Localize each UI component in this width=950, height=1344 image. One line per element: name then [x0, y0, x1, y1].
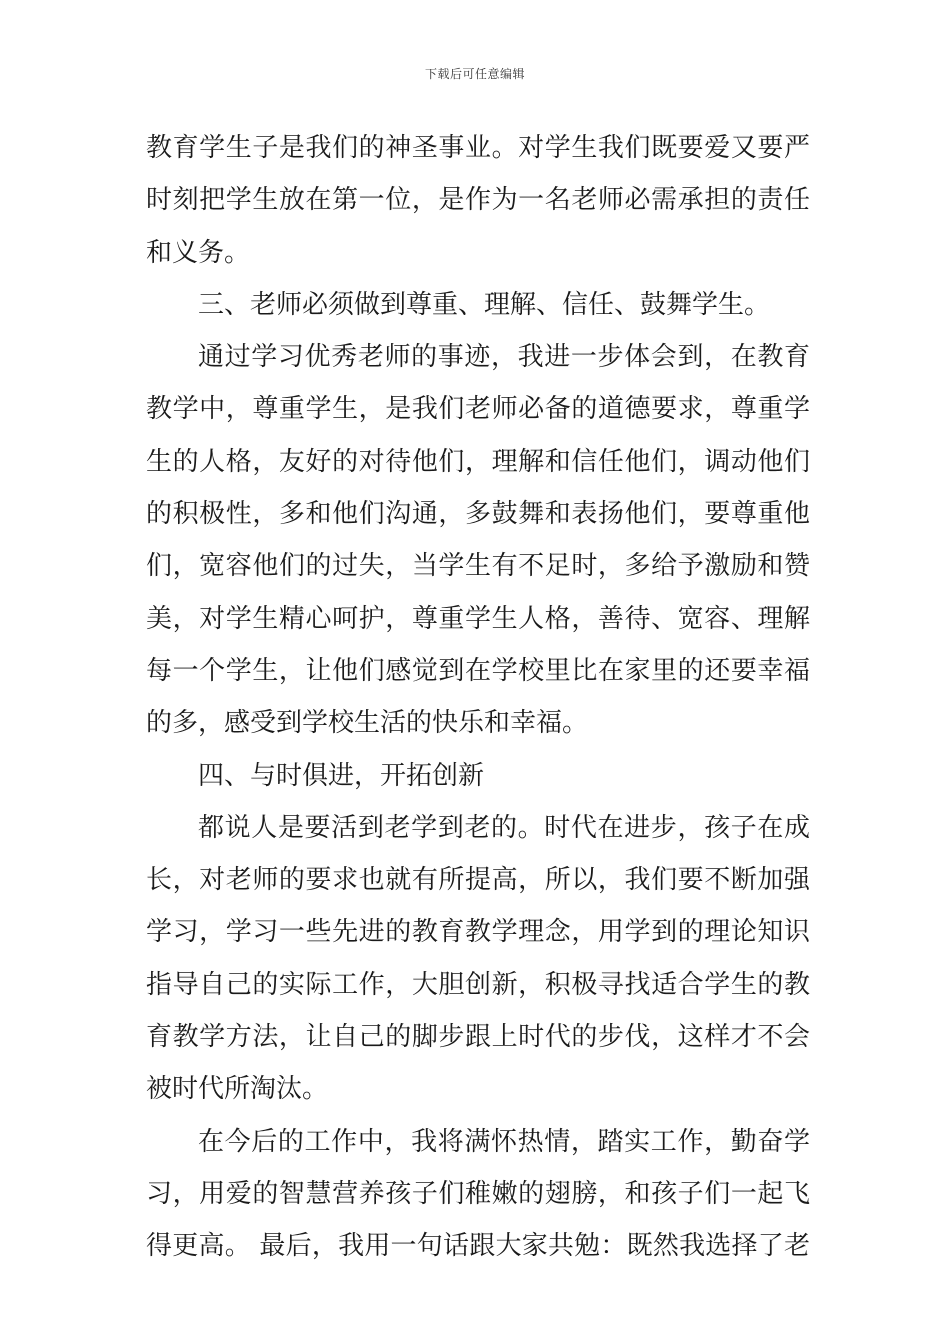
text-line: 三、老师必须做到尊重、理解、信任、鼓舞学生。 [198, 289, 771, 320]
text-line: 习，用爱的智慧营养孩子们稚嫩的翅膀，和孩子们一起飞 [146, 1178, 810, 1209]
text-line: 四、与时俱进，开拓创新 [198, 760, 485, 791]
text-line: 长，对老师的要求也就有所提高，所以，我们要不断加强 [146, 865, 810, 896]
text-line: 每一个学生，让他们感觉到在学校里比在家里的还要幸福 [146, 655, 810, 686]
text-line: 学习，学习一些先进的教育教学理念，用学到的理论知识 [146, 917, 810, 948]
text-line: 时刻把学生放在第一位，是作为一名老师必需承担的责任 [146, 185, 810, 216]
text-line: 美，对学生精心呵护，尊重学生人格，善待、宽容、理解 [146, 603, 810, 634]
text-line: 生的人格，友好的对待他们，理解和信任他们，调动他们 [146, 446, 810, 477]
text-line: 们，宽容他们的过失，当学生有不足时，多给予激励和赞 [146, 551, 810, 582]
text-line: 被时代所淘汰。 [146, 1074, 329, 1105]
text-line: 都说人是要活到老学到老的。时代在进步，孩子在成 [198, 812, 810, 843]
text-line: 得更高。 最后，我用一句话跟大家共勉：既然我选择了老 [146, 1231, 810, 1262]
text-line: 和义务。 [146, 237, 251, 268]
header-note: 下载后可任意编辑 [424, 67, 525, 81]
text-line: 的积极性，多和他们沟通，多鼓舞和表扬他们，要尊重他 [146, 499, 810, 530]
text-line: 教学中，尊重学生，是我们老师必备的道德要求，尊重学 [146, 394, 810, 425]
text-line: 的多，感受到学校生活的快乐和幸福。 [146, 708, 589, 739]
text-line: 通过学习优秀老师的事迹，我进一步体会到，在教育 [198, 342, 810, 373]
text-line: 育教学方法，让自己的脚步跟上时代的步伐，这样才不会 [146, 1022, 810, 1053]
text-line: 教育学生子是我们的神圣事业。对学生我们既要爱又要严 [146, 133, 810, 163]
text-line: 在今后的工作中，我将满怀热情，踏实工作，勤奋学 [198, 1126, 810, 1157]
document-body [146, 122, 810, 1273]
text-line: 指导自己的实际工作，大胆创新，积极寻找适合学生的教 [146, 969, 810, 1000]
